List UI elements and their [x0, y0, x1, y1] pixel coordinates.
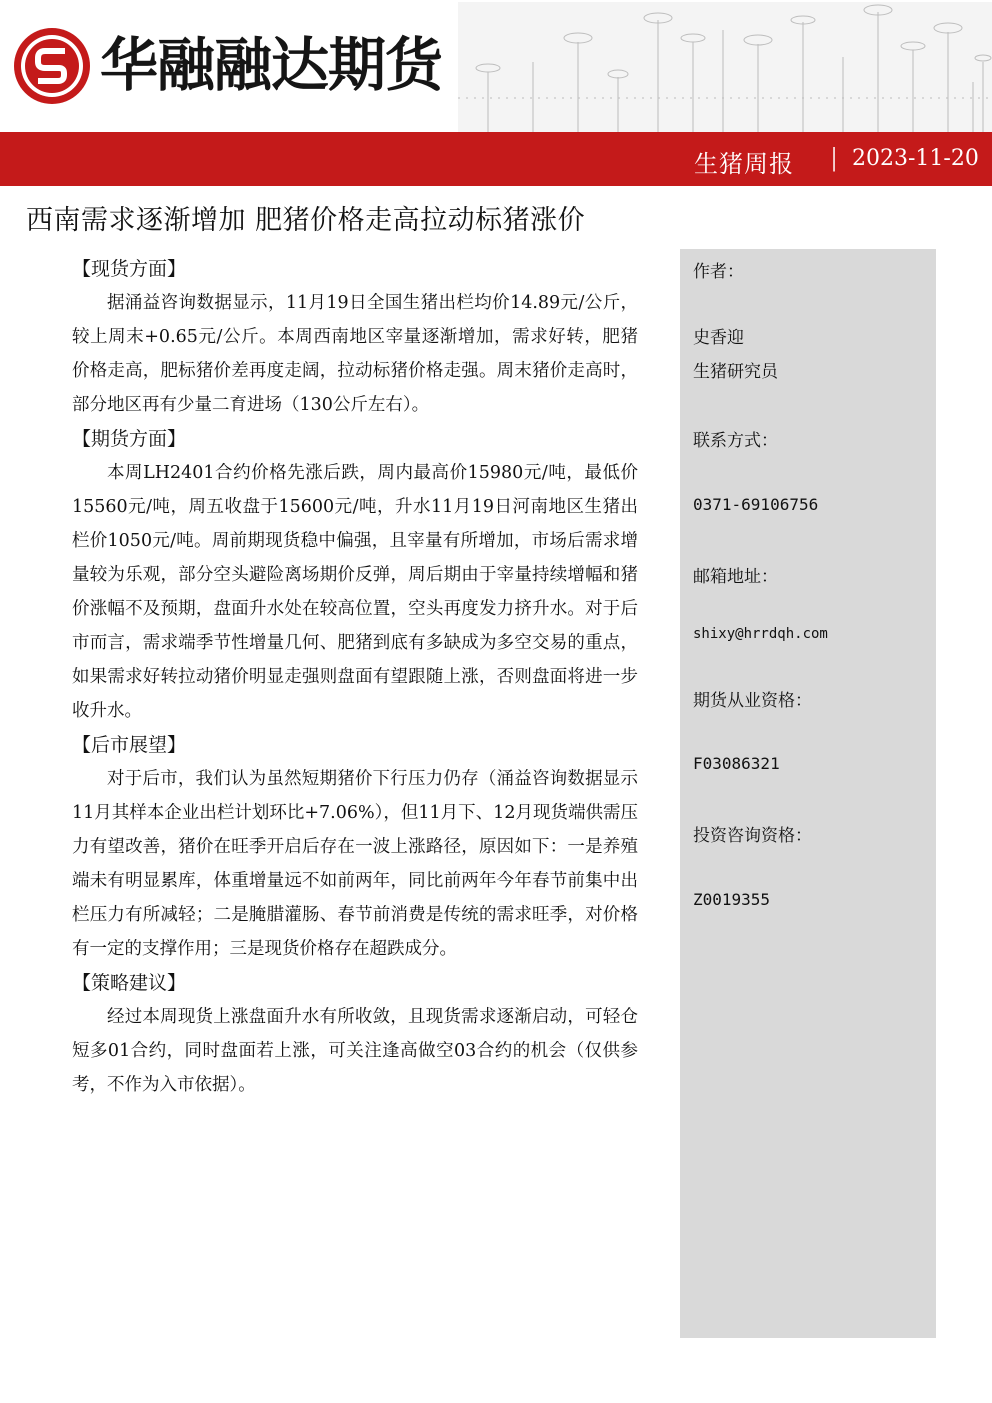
- bar-separator: |: [830, 144, 839, 172]
- section-paragraph: 对于后市，我们认为虽然短期猪价下行压力仍存（涌益咨询数据显示11月其样本企业出栏计划环比+7.06%），但11月下、12月现货端供需压力有望改善，猪价在旺季开启后存在一波上涨路径，原因如下：一是养殖端未有明显累库，体重增量远不如前两年，同比前两年今年春节前集中出栏压力有所减轻；二是腌腊灌肠、春节前消费是传统的需求旺季，对价格有一定的支撑作用；三是现货价格存在超跌成分。: [72, 769, 638, 959]
- section-spot: [72, 252, 638, 422]
- section-heading: 【现货方面】: [72, 258, 187, 280]
- section-paragraph: 本周LH2401合约价格先涨后跌，周内最高价15980元/吨，最低价15560元/吨，周五收盘于15600元/吨，升水11月19日河南地区生猪出栏价1050元/吨。周前期现货稳中偏强，且宰量有所增加，市场后需求增量较为乐观，部分空头避险离场期价反弹，周后期由于宰量持续增幅和猪价涨幅不及预期，盘面升水处在较高位置，空头再度发力挤升水。对于后市而言，需求端季节性增量几何、肥猪到底有多缺成为多空交易的重点，如果需求好转拉动猪价明显走强则盘面有望跟随上涨，否则盘面将进一步收升水。: [72, 463, 638, 721]
- brand-name: 华融融达期货: [100, 31, 443, 99]
- futures-cert-number: F03086321: [693, 754, 780, 773]
- section-heading: 【策略建议】: [72, 972, 187, 994]
- author-sidebar: [680, 249, 936, 1338]
- section-paragraph: 经过本周现货上涨盘面升水有所收敛，且现货需求逐渐启动，可轻仓短多01合约，同时盘面若上涨，可关注逢高做空03合约的机会（仅供参考，不作为入市依据）。: [72, 1007, 638, 1095]
- report-date: 2023-11-20: [852, 146, 979, 171]
- section-heading: 【后市展望】: [72, 734, 187, 756]
- contact-label: 联系方式：: [693, 431, 778, 451]
- report-bar: [0, 132, 992, 186]
- company-logo-icon: [12, 26, 92, 106]
- decorative-pattern: [458, 2, 992, 132]
- author-name: 史香迎: [693, 328, 744, 348]
- invest-cert-label: 投资咨询资格：: [693, 826, 812, 846]
- section-futures: [72, 422, 638, 728]
- invest-cert-number: Z0019355: [693, 890, 771, 909]
- email-address[interactable]: shixy@hrrdqh.com: [693, 626, 828, 642]
- main-content: [72, 252, 638, 1102]
- section-strategy: [72, 966, 638, 1102]
- section-outlook: [72, 728, 638, 966]
- author-label: 作者：: [693, 262, 744, 282]
- phone-number: 0371-69106756: [693, 495, 819, 514]
- futures-cert-label: 期货从业资格：: [693, 691, 812, 711]
- report-type: 生猪周报: [694, 150, 794, 178]
- email-label: 邮箱地址：: [693, 567, 778, 587]
- section-heading: 【期货方面】: [72, 428, 187, 450]
- page-title: 西南需求逐渐增加 肥猪价格走高拉动标猪涨价: [26, 205, 586, 236]
- author-title: 生猪研究员: [693, 362, 778, 382]
- section-paragraph: 据涌益咨询数据显示，11月19日全国生猪出栏均价14.89元/公斤，较上周末+0.65元/公斤。本周西南地区宰量逐渐增加，需求好转，肥猪价格走高，肥标猪价差再度走阔，拉动标猪价格走强。周末猪价走高时，部分地区再有少量二育进场（130公斤左右）。: [72, 293, 638, 415]
